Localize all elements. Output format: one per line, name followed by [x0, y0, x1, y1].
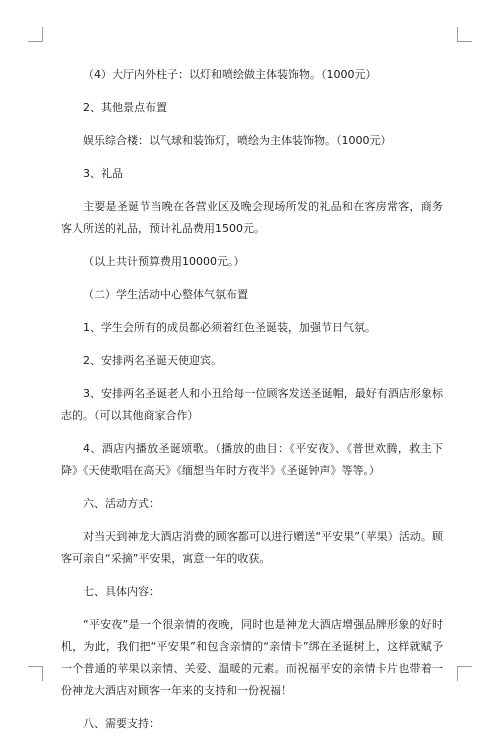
- paragraph-gift-details: 主要是圣诞节当晚在各营业区及晚会现场所发的礼品和在客房常客，商务客人所送的礼品，预计礼品费用1500元。: [61, 200, 443, 235]
- heading-student-center-atmosphere: （二）学生活动中心整体气氛布置: [83, 288, 248, 301]
- heading-specific-content: 七、具体内容：: [83, 585, 160, 598]
- heading-gifts: 3、礼品: [83, 167, 123, 180]
- paragraph-item-4: 4、酒店内播放圣诞颂歌。（播放的曲目：《平安夜》、《普世欢腾，救主下降》《天使歌唱在高天》《缅想当年时方夜半》《圣诞钟声》等等。）: [61, 442, 443, 477]
- heading-support-needed: 八、需要支持：: [83, 717, 160, 730]
- document-body: [61, 64, 443, 746]
- paragraph-item-1: 1、学生会所有的成员都必须着红色圣诞装，加强节日气氛。: [83, 321, 376, 334]
- crop-mark-top-left: [28, 27, 43, 42]
- paragraph-budget-total: （以上共计预算费用10000元。）: [83, 255, 245, 268]
- heading-activity-method: 六、活动方式：: [83, 497, 160, 510]
- paragraph-item-2: 2、安排两名圣诞天使迎宾。: [83, 354, 222, 367]
- crop-mark-top-right: [457, 27, 472, 42]
- heading-other-scenery: 2、其他景点布置: [83, 101, 167, 114]
- paragraph-specific-content: “平安夜”是一个很亲情的夜晚，同时也是神龙大酒店增强品牌形象的好时机，为此，我们把“平安果”和包含亲情的“亲情卡”绑在圣诞树上，这样就赋予一个普通的苹果以亲情、关爱、温暖的元素。而祝福平安的亲情卡片也带着一份神龙大酒店对顾客一年来的支持和一份祝福！: [61, 618, 443, 697]
- paragraph-activity-method: 对当天到神龙大酒店消费的顾客都可以进行赠送“平安果”（苹果）活动。顾客可亲自“采摘”平安果，寓意一年的收获。: [61, 530, 443, 565]
- paragraph-item-3: 3、安排两名圣诞老人和小丑给每一位顾客发送圣诞帽，最好有酒店形象标志的。（可以其他商家合作）: [61, 387, 443, 422]
- crop-mark-bottom-left: [28, 666, 43, 681]
- paragraph-pillar-decoration: （4）大厅内外柱子：以灯和喷绘做主体装饰物。（1000元）: [83, 68, 377, 81]
- crop-mark-bottom-right: [457, 666, 472, 681]
- paragraph-entertainment-building: 娱乐综合楼：以气球和装饰灯，喷绘为主体装饰物。（1000元）: [83, 134, 392, 147]
